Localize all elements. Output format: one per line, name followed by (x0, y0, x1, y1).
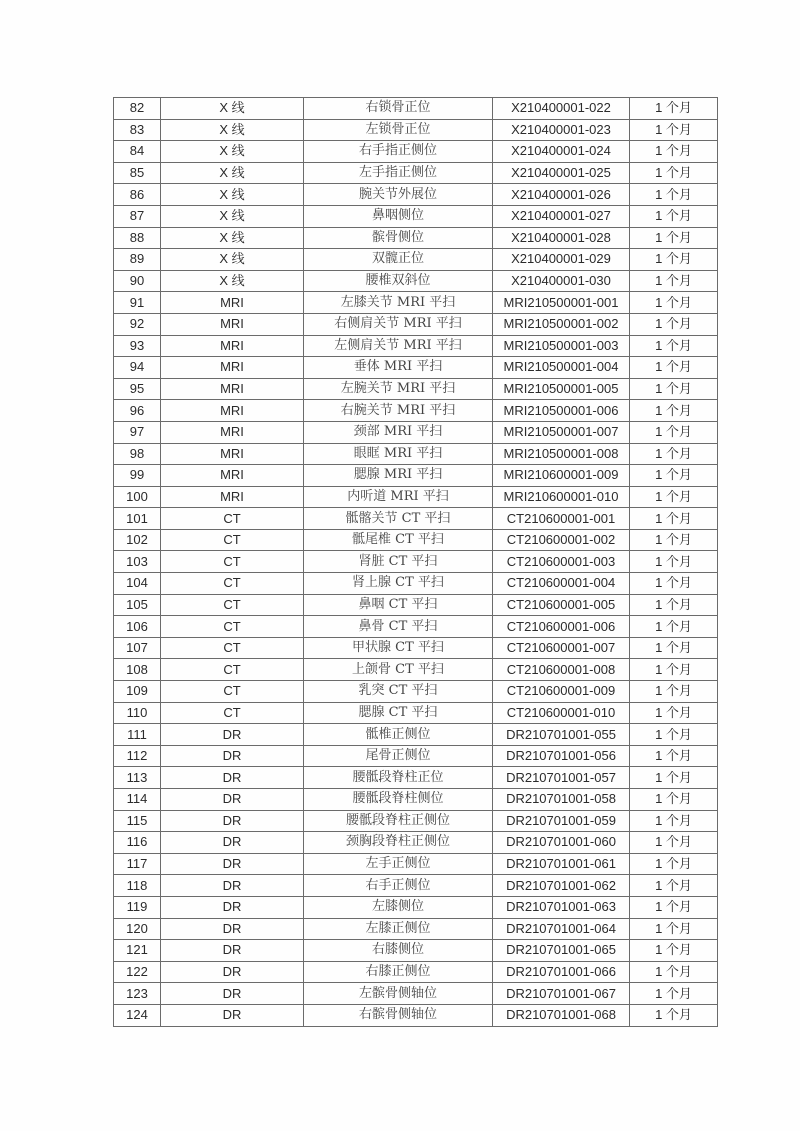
cell-item-code: DR210701001-062 (493, 875, 630, 897)
cell-exam-name: 骶尾椎 CT 平扫 (304, 529, 493, 551)
cell-exam-name: 左锁骨正位 (304, 119, 493, 141)
cell-modality: DR (161, 832, 304, 854)
table-row (114, 184, 718, 206)
cell-item-code: MRI210500001-003 (493, 335, 630, 357)
cell-modality: CT (161, 637, 304, 659)
cell-number: 88 (114, 227, 161, 249)
table-row (114, 421, 718, 443)
cell-period: 1 个月 (630, 810, 718, 832)
cell-number: 94 (114, 357, 161, 379)
table-row (114, 896, 718, 918)
cell-modality: DR (161, 767, 304, 789)
table-row (114, 270, 718, 292)
cell-period: 1 个月 (630, 724, 718, 746)
cell-exam-name: 颈胸段脊柱正侧位 (304, 832, 493, 854)
table-row (114, 357, 718, 379)
table-row (114, 162, 718, 184)
cell-modality: CT (161, 573, 304, 595)
cell-number: 91 (114, 292, 161, 314)
cell-period: 1 个月 (630, 227, 718, 249)
cell-period: 1 个月 (630, 378, 718, 400)
cell-number: 110 (114, 702, 161, 724)
cell-exam-name: 眼眶 MRI 平扫 (304, 443, 493, 465)
cell-period: 1 个月 (630, 486, 718, 508)
cell-exam-name: 腰椎双斜位 (304, 270, 493, 292)
cell-item-code: X210400001-023 (493, 119, 630, 141)
cell-exam-name: 右锁骨正位 (304, 98, 493, 120)
cell-modality: X 线 (161, 270, 304, 292)
table-row (114, 508, 718, 530)
cell-number: 89 (114, 249, 161, 271)
table-row (114, 745, 718, 767)
cell-period: 1 个月 (630, 400, 718, 422)
table-row (114, 853, 718, 875)
cell-item-code: MRI210500001-008 (493, 443, 630, 465)
cell-number: 108 (114, 659, 161, 681)
cell-modality: DR (161, 789, 304, 811)
cell-item-code: MRI210600001-009 (493, 465, 630, 487)
cell-number: 107 (114, 637, 161, 659)
cell-exam-name: 右手指正侧位 (304, 141, 493, 163)
table-row (114, 249, 718, 271)
cell-period: 1 个月 (630, 637, 718, 659)
cell-period: 1 个月 (630, 249, 718, 271)
table-row (114, 378, 718, 400)
cell-number: 119 (114, 896, 161, 918)
cell-exam-name: 左手指正侧位 (304, 162, 493, 184)
cell-period: 1 个月 (630, 594, 718, 616)
cell-number: 106 (114, 616, 161, 638)
cell-number: 98 (114, 443, 161, 465)
cell-exam-name: 腰骶段脊柱正侧位 (304, 810, 493, 832)
cell-number: 120 (114, 918, 161, 940)
cell-period: 1 个月 (630, 875, 718, 897)
table-row (114, 119, 718, 141)
cell-modality: MRI (161, 421, 304, 443)
cell-item-code: CT210600001-004 (493, 573, 630, 595)
cell-number: 92 (114, 313, 161, 335)
cell-number: 105 (114, 594, 161, 616)
cell-number: 122 (114, 961, 161, 983)
exam-items-table (113, 97, 718, 1027)
cell-period: 1 个月 (630, 681, 718, 703)
cell-item-code: CT210600001-001 (493, 508, 630, 530)
cell-modality: DR (161, 810, 304, 832)
cell-modality: MRI (161, 292, 304, 314)
cell-period: 1 个月 (630, 789, 718, 811)
table-row (114, 875, 718, 897)
cell-number: 113 (114, 767, 161, 789)
cell-item-code: DR210701001-058 (493, 789, 630, 811)
cell-number: 90 (114, 270, 161, 292)
cell-item-code: DR210701001-068 (493, 1004, 630, 1026)
table-row (114, 702, 718, 724)
cell-period: 1 个月 (630, 465, 718, 487)
cell-exam-name: 髌骨侧位 (304, 227, 493, 249)
cell-exam-name: 腮腺 MRI 平扫 (304, 465, 493, 487)
cell-exam-name: 双髋正位 (304, 249, 493, 271)
cell-exam-name: 骶椎正侧位 (304, 724, 493, 746)
cell-modality: MRI (161, 357, 304, 379)
cell-item-code: X210400001-029 (493, 249, 630, 271)
cell-number: 103 (114, 551, 161, 573)
cell-modality: CT (161, 594, 304, 616)
table-row (114, 205, 718, 227)
cell-number: 82 (114, 98, 161, 120)
cell-number: 111 (114, 724, 161, 746)
cell-modality: MRI (161, 465, 304, 487)
cell-exam-name: 右腕关节 MRI 平扫 (304, 400, 493, 422)
cell-modality: DR (161, 724, 304, 746)
cell-exam-name: 内听道 MRI 平扫 (304, 486, 493, 508)
cell-number: 97 (114, 421, 161, 443)
cell-period: 1 个月 (630, 162, 718, 184)
cell-number: 95 (114, 378, 161, 400)
cell-number: 93 (114, 335, 161, 357)
cell-item-code: MRI210500001-007 (493, 421, 630, 443)
cell-modality: DR (161, 745, 304, 767)
cell-exam-name: 右侧肩关节 MRI 平扫 (304, 313, 493, 335)
cell-period: 1 个月 (630, 551, 718, 573)
cell-item-code: MRI210500001-002 (493, 313, 630, 335)
cell-exam-name: 左手正侧位 (304, 853, 493, 875)
cell-exam-name: 左侧肩关节 MRI 平扫 (304, 335, 493, 357)
table-row (114, 681, 718, 703)
cell-modality: X 线 (161, 205, 304, 227)
cell-period: 1 个月 (630, 184, 718, 206)
cell-number: 99 (114, 465, 161, 487)
cell-exam-name: 左膝关节 MRI 平扫 (304, 292, 493, 314)
cell-period: 1 个月 (630, 529, 718, 551)
cell-period: 1 个月 (630, 443, 718, 465)
table-row (114, 832, 718, 854)
cell-item-code: MRI210600001-010 (493, 486, 630, 508)
table-row (114, 918, 718, 940)
table-body (114, 98, 718, 1027)
cell-item-code: X210400001-028 (493, 227, 630, 249)
cell-exam-name: 腮腺 CT 平扫 (304, 702, 493, 724)
cell-exam-name: 肾上腺 CT 平扫 (304, 573, 493, 595)
cell-period: 1 个月 (630, 702, 718, 724)
cell-item-code: MRI210500001-004 (493, 357, 630, 379)
cell-period: 1 个月 (630, 853, 718, 875)
table-row (114, 98, 718, 120)
cell-item-code: DR210701001-055 (493, 724, 630, 746)
cell-item-code: DR210701001-059 (493, 810, 630, 832)
cell-exam-name: 右髌骨侧轴位 (304, 1004, 493, 1026)
cell-modality: CT (161, 702, 304, 724)
cell-item-code: X210400001-026 (493, 184, 630, 206)
cell-period: 1 个月 (630, 918, 718, 940)
table-row (114, 529, 718, 551)
cell-modality: X 线 (161, 98, 304, 120)
cell-item-code: DR210701001-067 (493, 983, 630, 1005)
cell-exam-name: 垂体 MRI 平扫 (304, 357, 493, 379)
cell-exam-name: 腕关节外展位 (304, 184, 493, 206)
table-row (114, 400, 718, 422)
cell-modality: X 线 (161, 249, 304, 271)
cell-item-code: DR210701001-063 (493, 896, 630, 918)
table-row (114, 637, 718, 659)
cell-modality: DR (161, 918, 304, 940)
cell-period: 1 个月 (630, 573, 718, 595)
cell-modality: CT (161, 508, 304, 530)
cell-modality: MRI (161, 400, 304, 422)
cell-exam-name: 骶髂关节 CT 平扫 (304, 508, 493, 530)
cell-exam-name: 右手正侧位 (304, 875, 493, 897)
cell-item-code: DR210701001-056 (493, 745, 630, 767)
cell-exam-name: 甲状腺 CT 平扫 (304, 637, 493, 659)
cell-item-code: DR210701001-061 (493, 853, 630, 875)
table-row (114, 465, 718, 487)
cell-period: 1 个月 (630, 270, 718, 292)
cell-period: 1 个月 (630, 940, 718, 962)
cell-number: 85 (114, 162, 161, 184)
table-row (114, 573, 718, 595)
cell-modality: MRI (161, 335, 304, 357)
cell-exam-name: 鼻咽 CT 平扫 (304, 594, 493, 616)
cell-item-code: DR210701001-064 (493, 918, 630, 940)
table-row (114, 961, 718, 983)
cell-modality: DR (161, 853, 304, 875)
cell-exam-name: 肾脏 CT 平扫 (304, 551, 493, 573)
cell-number: 117 (114, 853, 161, 875)
table-row (114, 940, 718, 962)
cell-period: 1 个月 (630, 205, 718, 227)
table-row (114, 594, 718, 616)
cell-item-code: CT210600001-007 (493, 637, 630, 659)
cell-number: 101 (114, 508, 161, 530)
cell-period: 1 个月 (630, 357, 718, 379)
table-row (114, 983, 718, 1005)
cell-modality: DR (161, 940, 304, 962)
cell-number: 116 (114, 832, 161, 854)
cell-exam-name: 乳突 CT 平扫 (304, 681, 493, 703)
cell-modality: X 线 (161, 227, 304, 249)
cell-period: 1 个月 (630, 745, 718, 767)
cell-item-code: DR210701001-057 (493, 767, 630, 789)
cell-exam-name: 腰骶段脊柱侧位 (304, 789, 493, 811)
cell-exam-name: 左膝正侧位 (304, 918, 493, 940)
table-row (114, 551, 718, 573)
cell-item-code: X210400001-030 (493, 270, 630, 292)
cell-modality: X 线 (161, 162, 304, 184)
cell-modality: DR (161, 1004, 304, 1026)
cell-exam-name: 颈部 MRI 平扫 (304, 421, 493, 443)
cell-item-code: MRI210500001-005 (493, 378, 630, 400)
cell-item-code: X210400001-025 (493, 162, 630, 184)
cell-period: 1 个月 (630, 141, 718, 163)
cell-period: 1 个月 (630, 508, 718, 530)
cell-number: 96 (114, 400, 161, 422)
table-row (114, 767, 718, 789)
cell-modality: DR (161, 983, 304, 1005)
cell-number: 123 (114, 983, 161, 1005)
cell-exam-name: 左腕关节 MRI 平扫 (304, 378, 493, 400)
cell-modality: CT (161, 551, 304, 573)
cell-modality: CT (161, 616, 304, 638)
table-row (114, 335, 718, 357)
cell-modality: X 线 (161, 119, 304, 141)
cell-number: 109 (114, 681, 161, 703)
table-row (114, 443, 718, 465)
cell-period: 1 个月 (630, 961, 718, 983)
table-row (114, 227, 718, 249)
cell-number: 124 (114, 1004, 161, 1026)
cell-item-code: CT210600001-009 (493, 681, 630, 703)
table-row (114, 616, 718, 638)
table-row (114, 486, 718, 508)
cell-period: 1 个月 (630, 616, 718, 638)
cell-modality: X 线 (161, 141, 304, 163)
cell-number: 100 (114, 486, 161, 508)
cell-item-code: X210400001-027 (493, 205, 630, 227)
cell-item-code: CT210600001-008 (493, 659, 630, 681)
cell-exam-name: 右膝正侧位 (304, 961, 493, 983)
cell-period: 1 个月 (630, 292, 718, 314)
cell-number: 114 (114, 789, 161, 811)
cell-item-code: X210400001-024 (493, 141, 630, 163)
cell-period: 1 个月 (630, 98, 718, 120)
cell-exam-name: 腰骶段脊柱正位 (304, 767, 493, 789)
cell-modality: CT (161, 529, 304, 551)
table-row (114, 659, 718, 681)
cell-period: 1 个月 (630, 659, 718, 681)
cell-number: 83 (114, 119, 161, 141)
cell-period: 1 个月 (630, 1004, 718, 1026)
cell-item-code: DR210701001-065 (493, 940, 630, 962)
cell-exam-name: 鼻骨 CT 平扫 (304, 616, 493, 638)
cell-exam-name: 右膝侧位 (304, 940, 493, 962)
cell-item-code: MRI210500001-001 (493, 292, 630, 314)
cell-modality: MRI (161, 486, 304, 508)
cell-exam-name: 左膝侧位 (304, 896, 493, 918)
table-row (114, 141, 718, 163)
cell-item-code: CT210600001-005 (493, 594, 630, 616)
table-row (114, 789, 718, 811)
table-row (114, 1004, 718, 1026)
cell-number: 86 (114, 184, 161, 206)
cell-item-code: X210400001-022 (493, 98, 630, 120)
cell-number: 84 (114, 141, 161, 163)
cell-modality: MRI (161, 378, 304, 400)
cell-exam-name: 上颌骨 CT 平扫 (304, 659, 493, 681)
cell-period: 1 个月 (630, 983, 718, 1005)
cell-number: 112 (114, 745, 161, 767)
cell-period: 1 个月 (630, 335, 718, 357)
cell-number: 102 (114, 529, 161, 551)
cell-number: 118 (114, 875, 161, 897)
cell-item-code: DR210701001-066 (493, 961, 630, 983)
cell-item-code: CT210600001-006 (493, 616, 630, 638)
cell-exam-name: 尾骨正侧位 (304, 745, 493, 767)
cell-modality: DR (161, 896, 304, 918)
table-row (114, 292, 718, 314)
cell-modality: CT (161, 681, 304, 703)
cell-modality: DR (161, 875, 304, 897)
table-row (114, 724, 718, 746)
cell-item-code: CT210600001-003 (493, 551, 630, 573)
cell-modality: MRI (161, 313, 304, 335)
table-row (114, 810, 718, 832)
cell-item-code: CT210600001-010 (493, 702, 630, 724)
cell-modality: CT (161, 659, 304, 681)
cell-modality: MRI (161, 443, 304, 465)
table-row (114, 313, 718, 335)
cell-number: 121 (114, 940, 161, 962)
cell-number: 87 (114, 205, 161, 227)
cell-item-code: MRI210500001-006 (493, 400, 630, 422)
cell-period: 1 个月 (630, 313, 718, 335)
cell-period: 1 个月 (630, 767, 718, 789)
cell-period: 1 个月 (630, 832, 718, 854)
cell-modality: X 线 (161, 184, 304, 206)
cell-number: 115 (114, 810, 161, 832)
cell-number: 104 (114, 573, 161, 595)
cell-period: 1 个月 (630, 421, 718, 443)
cell-modality: DR (161, 961, 304, 983)
cell-period: 1 个月 (630, 119, 718, 141)
cell-item-code: CT210600001-002 (493, 529, 630, 551)
cell-exam-name: 左髌骨侧轴位 (304, 983, 493, 1005)
cell-period: 1 个月 (630, 896, 718, 918)
cell-item-code: DR210701001-060 (493, 832, 630, 854)
cell-exam-name: 鼻咽侧位 (304, 205, 493, 227)
